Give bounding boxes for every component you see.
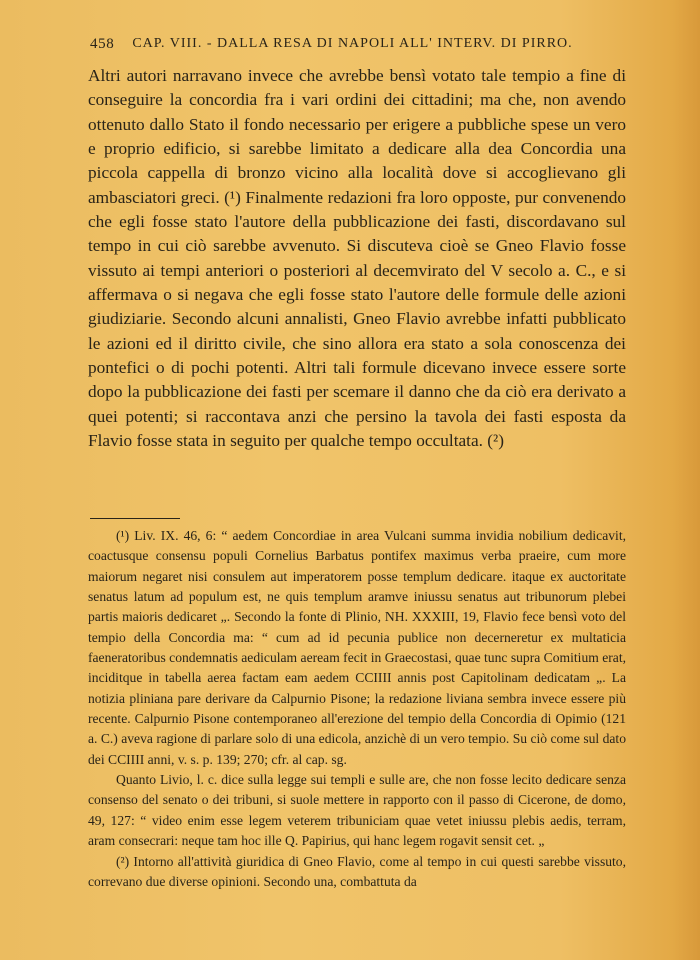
body-paragraph: Altri autori narravano invece che avrebbe bensì votato tale tempio a fine di conseguire la concordia fra i vari ordini dei cittadini; ma che, non avendo ottenuto dallo Stato il fondo necessario per erigere a pubbliche spese un vero e proprio edificio, si sarebbe limitato a dedicare alla dea Concordia una piccola cappella di bronzo vicino alla località dove si accoglievano gli ambasciatori greci. (¹) Finalmente redazioni fra loro opposte, pur convenendo che egli fosse stato l'autore della pubblicazione dei fasti, discordavano sul tempo in cui ciò sarebbe avvenuto. Si discuteva cioè se Gneo Flavio fosse vissuto ai tempi anteriori o posteriori al decemvirato del V secolo a. C., e si affermava o si negava che egli fosse stato l'autore delle formule delle azioni giudiziarie. Secondo alcuni annalisti, Gneo Flavio avrebbe infatti pubblicato le azioni ed il diritto civile, che sino allora era stato a sola conoscenza dei pontefici o di pochi potenti. Altri tali formule dicevano invece essere sorte dopo la pubblicazione dei fasti per scemare il danno che da ciò era derivato a quei potenti; si raccontava anzi che persino la tavola dei fasti esposta da Flavio fosse stata in seguito per qualche tempo occultata. (²) [88, 66, 626, 451]
page-header [90, 36, 630, 53]
footnotes [88, 526, 626, 892]
footnote-2: (²) Intorno all'attività giuridica di Gneo Flavio, come al tempo in cui questi sarebbe vissuto, correvano due diverse opinioni. Secondo una, combattuta da [88, 853, 626, 889]
footnote-divider [90, 518, 180, 519]
footnote-1-continued: Quanto Livio, l. c. dice sulla legge sui templi e sulle are, che non fosse lecito dedicare senza consenso del senato o dei tribuni, si suole mettere in rapporto con il passo di Cicerone, de domo, 49, 127: “ video enim esse legem veterem tribuniciam quae vetet iniussu plebis aedis, terram, aram consecrari: neque tam hoc ille Q. Papirius, qui hanc legem rogavit sensit cet. „ [88, 772, 626, 849]
page-number: 458 [90, 36, 115, 52]
footnote-1: (¹) Liv. IX. 46, 6: “ aedem Concordiae in area Vulcani summa invidia nobilium dedicavit, coactusque consensu populi Cornelius Barbatus pontifex maximus verba praeire, cum more maiorum negaret nisi consulem aut imperatorem posse templum dedicare. itaque ex auctoritate senatus latum ad populum est, ne quis templum aramve iniussu senatus aut tribunorum plebei partis maioris dedicaret „. Secondo la fonte di Plinio, NH. XXXIII, 19, Flavio fece bensì voto del tempio della Concordia ma: “ cum ad id pecunia publice non decerneretur ex multaticia faeneratoribus condemnatis aediculam aeream fecit in Graecostasi, quae tunc supra Comitium erat, inciditque in tabella aerea factam eam aedem CCIIII annis post Capitolinam dedicatam „. La notizia pliniana pare derivare da Calpurnio Pisone; la redazione liviana sembra invece essere più recente. Calpurnio Pisone contemporaneo all'erezione del tempio della Concordia di Opimio (121 a. C.) aveva ragione di parlare solo di una edicola, anzichè di un vero tempio. Su ciò come sul dato dei CCIIII anni, v. s. p. 139; 270; cfr. al cap. sg. [88, 528, 626, 767]
running-head: CAP. VIII. - DALLA RESA DI NAPOLI ALL' INTERV. DI PIRRO. [132, 36, 573, 51]
main-text [88, 64, 626, 454]
